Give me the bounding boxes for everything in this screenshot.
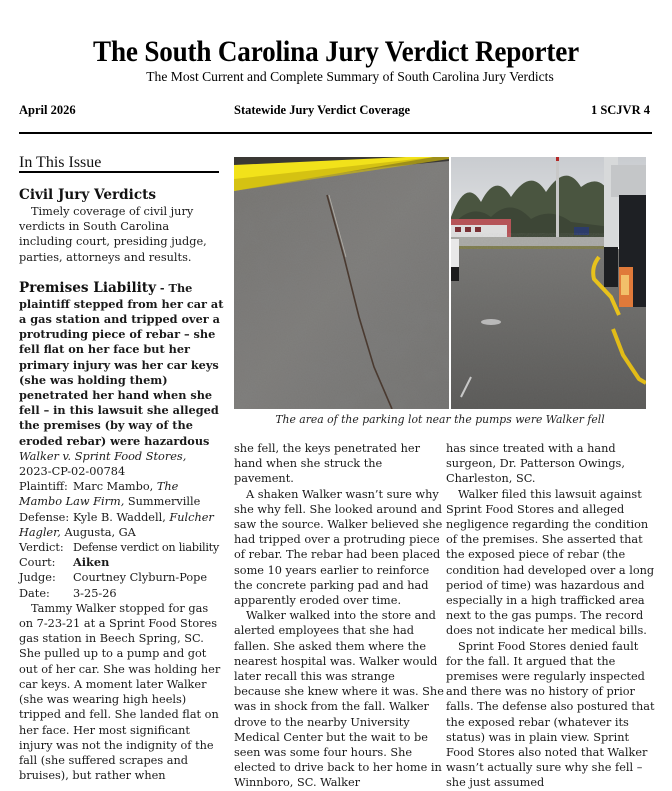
- issue-citation: 1 SCJVR 4: [590, 103, 650, 117]
- photo-caption: The area of the parking lot near the pumps were Walker fell: [275, 413, 605, 426]
- defense-row: [19, 510, 224, 540]
- plaintiff-city: Summerville: [124, 495, 201, 509]
- judge-label: Judge:: [19, 571, 56, 585]
- date-row: [19, 586, 224, 601]
- defense-attorney: Kyle B. Waddell,: [73, 510, 170, 524]
- verdict-row: [19, 540, 224, 555]
- in-this-issue-divider: [19, 171, 219, 173]
- plaintiff-row: [19, 479, 224, 509]
- plaintiff-attorney: Marc Mambo,: [73, 480, 157, 494]
- issue-section: Statewide Jury Verdict Coverage: [234, 103, 411, 117]
- article-summary-text: The plaintiff stepped from her car at a gas station and tripped over a protruding piece of rebar – she fell flat on her face but her primary injury was her car keys (she was holding them) penetrated her hand when she fell – in this lawsuit she alleged the premises (by way of the eroded rebar) were hazardous: [19, 280, 224, 448]
- body-paragraph: Sprint Food Stores denied fault for the fall. It argued that the premises were regularly inspected and there was no history of prior falls. The defense also postured that the exposed rebar (whatever its status) was in plain view. Sprint Food Stores also noted that Walker wasn’t actually sure why she fell – she just assumed: [446, 639, 655, 790]
- court-label: Court:: [19, 556, 56, 570]
- plaintiff-label: Plaintiff:: [19, 480, 68, 494]
- date-label: Date:: [19, 586, 50, 600]
- court-value: Aiken: [73, 555, 110, 570]
- body-paragraph: Walker walked into the store and alerted employees that she had fallen. She asked them where the nearest hospital was. Walker would later recall this was strange because she knew where it was. She was in shock from the fall. Walker drove to the nearby University Medical Center but the wait to be seen was some four hours. She elected to drive back to her home in Winnboro, SC. Walker: [234, 609, 444, 790]
- case-name: Walker v. Sprint Food Stores,: [19, 449, 187, 463]
- header-divider: [19, 132, 652, 134]
- publication-title: The South Carolina Jury Verdict Reporter: [93, 36, 579, 68]
- judge-value: Courtney Clyburn-Pope: [73, 571, 208, 585]
- article-category: Premises Liability: [19, 279, 156, 296]
- date-value: 3-25-26: [73, 586, 117, 600]
- right-column: [446, 441, 656, 791]
- body-paragraph: has since treated with a hand surgeon, Dr. Patterson Owings, Charleston, SC.: [446, 442, 625, 486]
- concrete-photo-graphic: [234, 157, 449, 409]
- photo-gas-station: [451, 157, 646, 409]
- verdict-value: Defense verdict on liability: [73, 541, 219, 555]
- case-number: 2023-CP-02-00784: [19, 465, 126, 479]
- defense-label: Defense:: [19, 510, 70, 524]
- article-summary: [19, 280, 224, 449]
- body-paragraph: A shaken Walker wasn’t sure why she why fell. She looked around and saw the source. Walker believed she had tripped over a protruding piece of rebar. The rebar had been placed some 10 years earlier to reinforce the concrete parking pad and had apparently eroded over time.: [234, 487, 443, 608]
- category-separator: -: [155, 280, 169, 295]
- in-this-issue-heading: In This Issue: [19, 154, 102, 171]
- issue-date: April 2026: [19, 103, 76, 117]
- photo-concrete-rebar: [234, 157, 449, 409]
- publication-subtitle: The Most Current and Complete Summary of South Carolina Jury Verdicts: [146, 69, 554, 84]
- plaintiff-firm: The Mambo Law Firm,: [19, 480, 179, 509]
- defense-firm: Fulcher Hagler,: [19, 510, 214, 539]
- middle-column: [234, 441, 444, 791]
- body-paragraph: Walker filed this lawsuit against Sprint Food Stores and alleged negligence regarding the condition of the premises. She asserted that the exposed piece of rebar (the condition had developed over a long period of time) was hazardous and especially in a high trafficked area next to the gas pumps. The record does not indicate her medical bills.: [446, 487, 655, 638]
- body-paragraph: Tammy Walker stopped for gas on 7-23-21 at a Sprint Food Stores gas station in Beech Spring, SC. She pulled up to a pump and got out of her car. She was holding her car keys. A moment later Walker (she was wearing high heels) tripped and fell. She landed flat on her face. Her most significant injury was not the indignity of the fall (she suffered scrapes and bruises), but rather when: [19, 601, 221, 783]
- defense-city: Augusta, GA: [60, 525, 136, 539]
- gas-station-photo-graphic: [451, 157, 646, 409]
- body-paragraph: she fell, the keys penetrated her hand when she struck the pavement.: [234, 442, 420, 486]
- civil-verdicts-heading: Civil Jury Verdicts: [19, 187, 157, 203]
- court-row: [19, 555, 224, 570]
- civil-verdicts-text: Timely coverage of civil jury verdicts in South Carolina including court, presiding judge, parties, attorneys and results.: [19, 205, 207, 264]
- left-column: [19, 187, 224, 783]
- judge-row: [19, 570, 224, 585]
- verdict-label: Verdict:: [19, 541, 64, 555]
